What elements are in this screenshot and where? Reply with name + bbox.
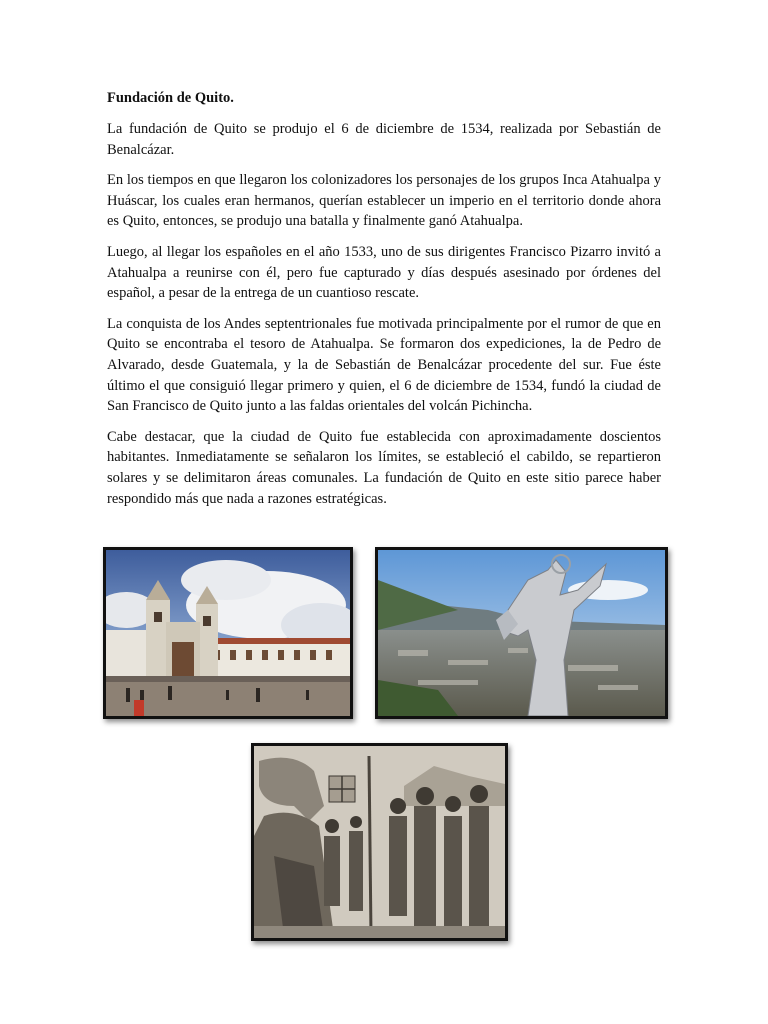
document-title: Fundación de Quito. xyxy=(107,90,234,106)
church-square-photo xyxy=(103,547,353,719)
paragraph: La fundación de Quito se produjo el 6 de diciembre de 1534, realizada por Sebastián de Benalcázar. xyxy=(107,121,661,158)
virgin-statue-city-photo xyxy=(375,547,668,719)
historical-engraving-photo xyxy=(251,743,508,941)
paragraph: Cabe destacar, que la ciudad de Quito fue establecida con aproximadamente doscientos habitantes. Inmediatamente se señalaron los límites, se estableció el cabildo, se repartieron solares y se delimitaron áreas comunales. La fundación de Quito en este sitio parece haber respondido más que nada a razones estratégicas. xyxy=(107,428,661,507)
paragraph: En los tiempos en que llegaron los colonizadores los personajes de los grupos Inca Atahualpa y Huáscar, los cuales eran hermanos, querían establecer un imperio en el territorio donde ahora es Quito, entonces, se produjo una batalla y finalmente ganó Atahualpa. xyxy=(107,172,661,230)
paragraph: La conquista de los Andes septentrionales fue motivada principalmente por el rumor de que en Quito se encontraba el tesoro de Atahualpa. Se formaron dos expediciones, la de Pedro de Alvarado, desde Guatemala, y la de Sebastián de Benalcázar procedente del sur. Fue éste último el que consiguió llegar primero y quien, el 6 de diciembre de 1534, fundó la ciudad de San Francisco de Quito junto a las faldas orientales del volcán Pichincha. xyxy=(107,315,661,415)
paragraph: Luego, al llegar los españoles en el año 1533, uno de sus dirigentes Francisco Pizarro invitó a Atahualpa a reunirse con él, pero fue capturado y días después asesinado por órdenes del español, a pesar de la entrega de un cuantioso rescate. xyxy=(107,243,661,302)
document-body xyxy=(107,88,661,519)
